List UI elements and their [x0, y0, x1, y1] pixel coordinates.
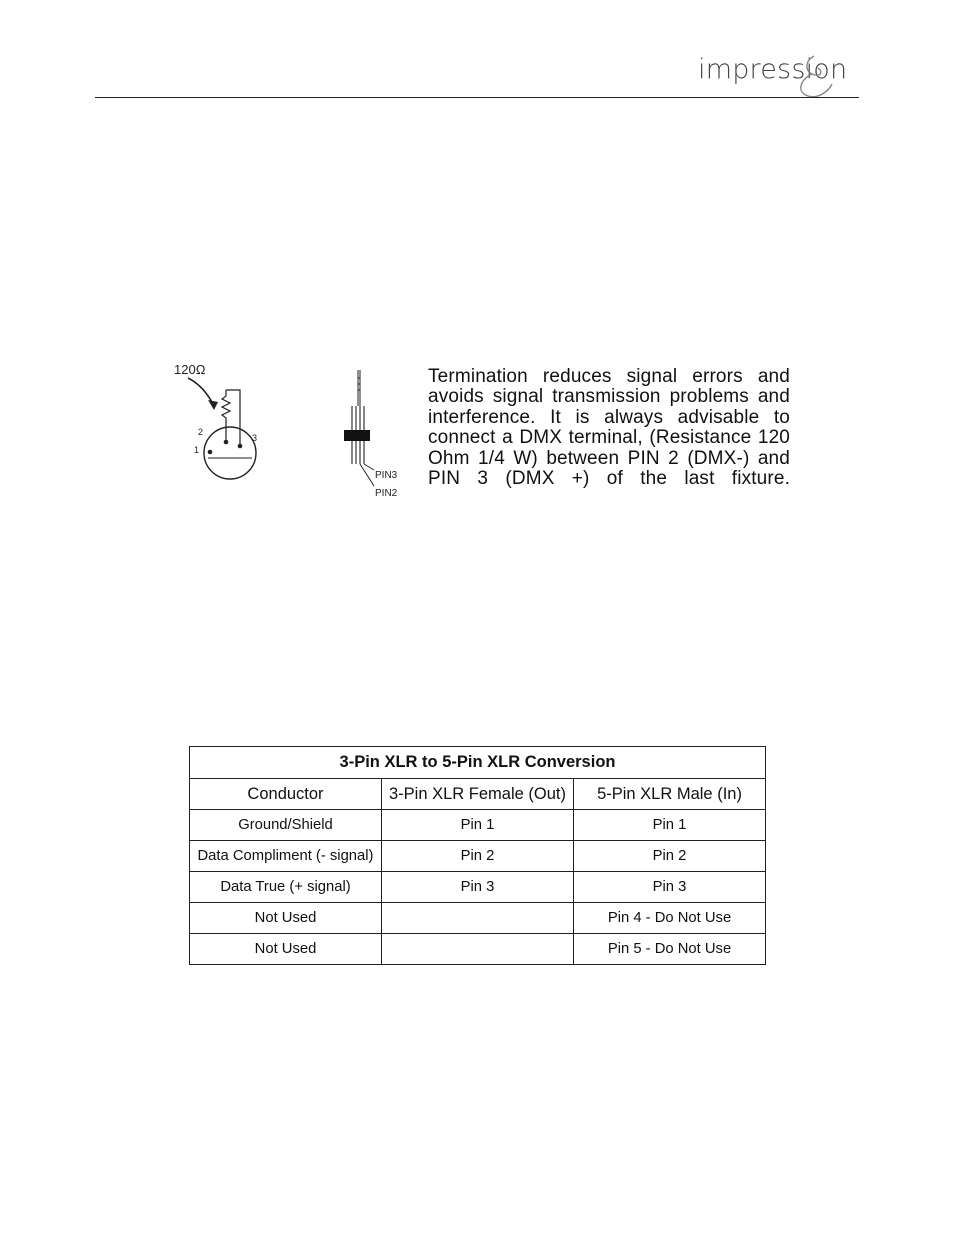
resistor-value-label: 120Ω	[174, 362, 206, 377]
table-row	[190, 872, 766, 903]
table-row	[190, 841, 766, 872]
table-cell: Data Compliment (- signal)	[190, 841, 382, 872]
resistor-lead-right	[226, 390, 240, 444]
ampersand-swirl-icon	[696, 52, 861, 100]
table-cell: Pin 2	[382, 841, 574, 872]
table-row	[190, 934, 766, 965]
connector-pin	[224, 440, 229, 445]
table-cell: Pin 1	[574, 810, 766, 841]
table-cell: Ground/Shield	[190, 810, 382, 841]
callout-arrowhead	[208, 400, 218, 410]
table-cell: Pin 3	[382, 872, 574, 903]
table-cell: Pin 3	[574, 872, 766, 903]
pin-number: 3	[252, 433, 258, 443]
table-cell: Not Used	[190, 903, 382, 934]
table-cell: Pin 2	[574, 841, 766, 872]
brand-logo	[696, 52, 861, 100]
column-header: 3-Pin XLR Female (Out)	[382, 779, 574, 810]
table-cell: Data True (+ signal)	[190, 872, 382, 903]
table-cell: Pin 4 - Do Not Use	[574, 903, 766, 934]
table-title-row	[190, 747, 766, 779]
table-row	[190, 903, 766, 934]
logo-text: impression	[698, 54, 848, 85]
table-cell: Not Used	[190, 934, 382, 965]
connector-pin	[208, 450, 213, 455]
column-header: Conductor	[190, 779, 382, 810]
table-title: 3-Pin XLR to 5-Pin XLR Conversion	[190, 747, 766, 779]
connector-pin	[238, 444, 243, 449]
header-rule	[95, 97, 859, 98]
xlr-termination-diagram	[168, 360, 288, 500]
table-cell: Pin 5 - Do Not Use	[574, 934, 766, 965]
pin-number: 1	[194, 445, 200, 455]
pin3-label: PIN3	[375, 470, 398, 481]
termination-paragraph: Termination reduces signal errors and avoids signal transmission problems and interference. It is always advisable to connect a DMX terminal, (Resistance 120 Ohm 1/4 W) between PIN 2 (DMX-) and PIN 3 (DMX +) of the last fixture.	[428, 366, 790, 490]
column-header: 5-Pin XLR Male (In)	[574, 779, 766, 810]
table-header-row	[190, 779, 766, 810]
table-cell	[382, 903, 574, 934]
table-cell	[382, 934, 574, 965]
pin2-label: PIN2	[375, 488, 398, 499]
resistor-symbol	[222, 390, 230, 440]
solder-sleeve	[344, 430, 370, 441]
pin-number: 2	[198, 427, 204, 437]
xlr-conversion-table	[189, 746, 766, 965]
resistor-pins-diagram	[330, 364, 420, 504]
table-row	[190, 810, 766, 841]
table-cell: Pin 1	[382, 810, 574, 841]
